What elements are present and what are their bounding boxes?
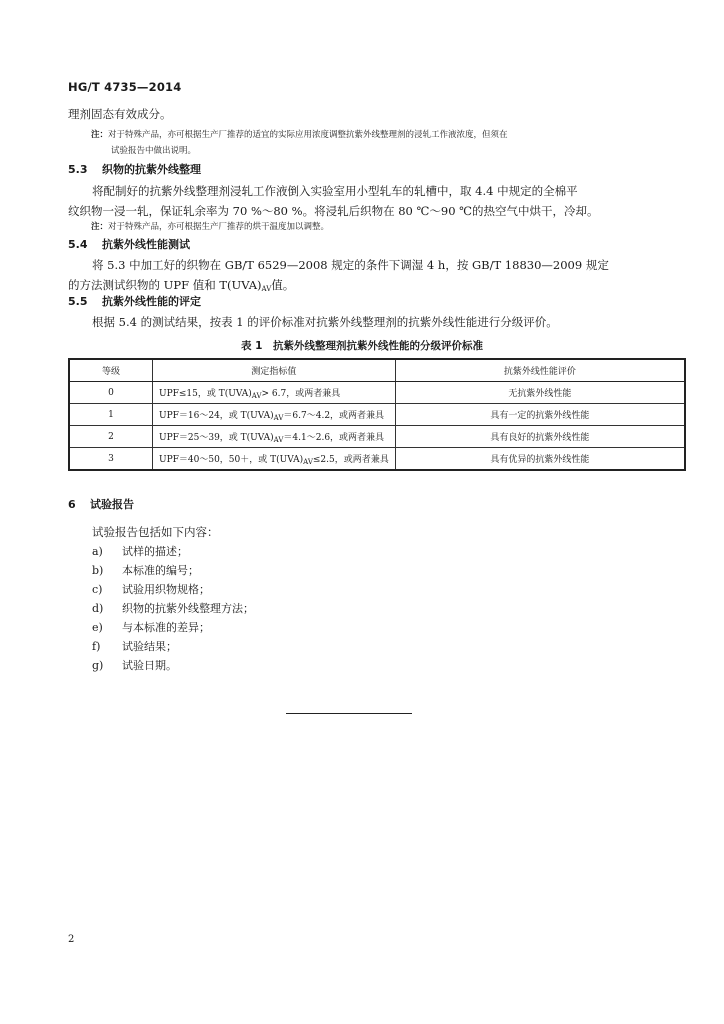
standard-code: HG/T 4735—2014 (68, 80, 182, 94)
section-5-3-line1: 将配制好的抗紫外线整理剂浸轧工作液倒入实验室用小型轧车的轧槽中，取 4.4 中规定的全棉平 (92, 184, 578, 198)
index-cell (153, 404, 396, 426)
section-5-3-heading (68, 161, 201, 179)
list-marker: g) (92, 659, 104, 672)
list-text: 本标准的编号； (122, 564, 199, 577)
end-rule (286, 713, 412, 714)
grade-table (68, 358, 686, 471)
list-item (92, 561, 199, 580)
list-text: 与本标准的差异； (122, 621, 210, 634)
header-index: 测定指标值 (153, 359, 396, 382)
index-b: ＝4.1～2.6，或两者兼具 (283, 432, 385, 443)
index-sub: AV (273, 413, 284, 422)
sec53-note-label: 注： (91, 222, 109, 232)
section-5-4-line2-a: 的方法测试织物的 UPF 值和 T(UVA) (68, 278, 262, 292)
grade-cell: 1 (69, 404, 153, 426)
table-row (69, 426, 685, 448)
list-item (92, 599, 254, 618)
index-sub: AV (251, 391, 262, 400)
list-text: 试样的描述； (122, 545, 188, 558)
list-text: 试验用织物规格； (122, 583, 210, 596)
index-sub: AV (303, 457, 313, 466)
list-text: 织物的抗紫外线整理方法； (122, 602, 254, 615)
evaluation-cell: 无抗紫外线性能 (395, 382, 685, 404)
evaluation-cell: 具有一定的抗紫外线性能 (395, 404, 685, 426)
sec53-note-text: 对于特殊产品，亦可根据生产厂推荐的烘干温度加以调整。 (108, 222, 330, 232)
grade-cell: 3 (69, 448, 153, 471)
grade-cell: 2 (69, 426, 153, 448)
section-5-5-number: 5.5 (68, 295, 88, 308)
index-b: ＝6.7～4.2，或两者兼具 (283, 410, 385, 421)
list-text: 试验日期。 (122, 659, 177, 672)
grade-cell: 0 (69, 382, 153, 404)
list-marker: b) (92, 564, 104, 577)
section-5-5-heading (68, 293, 201, 311)
table-row (69, 448, 685, 471)
section-5-4-heading (68, 236, 190, 254)
section-5-3-line2: 纹织物一浸一轧，保证轧余率为 70 %～80 %。将浸轧后织物在 80 ℃～90 ℃的热空气中烘干，冷却。 (68, 204, 599, 218)
section-5-5-line1: 根据 5.4 的测试结果，按表 1 的评价标准对抗紫外线整理剂的抗紫外线性能进行分级评价。 (92, 315, 558, 329)
sec52-note (91, 127, 508, 143)
list-marker: c) (92, 583, 103, 596)
list-item (92, 618, 210, 637)
section-5-5-title: 抗紫外线性能的评定 (102, 295, 201, 308)
header-evaluation: 抗紫外线性能评价 (395, 359, 685, 382)
section-6-number: 6 (68, 498, 76, 511)
sec52-continuation: 理剂固态有效成分。 (68, 107, 172, 121)
list-item (92, 542, 188, 561)
list-marker: e) (92, 621, 103, 634)
page-number: 2 (68, 934, 75, 945)
list-marker: a) (92, 545, 103, 558)
sec53-note (91, 219, 329, 235)
index-a: UPF＝16～24，或 T(UVA) (159, 410, 274, 421)
list-text: 试验结果； (122, 640, 177, 653)
index-b: ≤2.5，或两者兼具 (312, 454, 389, 465)
list-item (92, 656, 177, 675)
table-header-row (69, 359, 685, 382)
section-5-4-title: 抗紫外线性能测试 (102, 238, 190, 251)
list-marker: f) (92, 640, 101, 653)
table-row (69, 382, 685, 404)
index-a: UPF＝25～39，或 T(UVA) (159, 432, 274, 443)
list-marker: d) (92, 602, 104, 615)
index-a: UPF＝40～50，50＋，或 T(UVA) (159, 454, 304, 465)
evaluation-cell: 具有良好的抗紫外线性能 (395, 426, 685, 448)
header-grade: 等级 (69, 359, 153, 382)
index-cell (153, 448, 396, 471)
sec52-note-label: 注： (91, 130, 109, 140)
index-sub: AV (273, 435, 284, 444)
section-5-4-line1: 将 5.3 中加工好的织物在 GB/T 6529—2008 规定的条件下调湿 4 h，按 GB/T 18830—2009 规定 (92, 258, 609, 272)
index-a: UPF≤15，或 T(UVA) (159, 388, 252, 399)
index-cell (153, 426, 396, 448)
sec52-note-cont: 试验报告中做出说明。 (111, 146, 197, 156)
index-b: > 6.7，或两者兼具 (261, 388, 341, 399)
sec52-note-text: 对于特殊产品，亦可根据生产厂推荐的适宜的实际应用浓度调整抗紫外线整理剂的浸轧工作液浓度，但须在 (108, 130, 508, 140)
section-5-4-line2-b: 值。 (271, 278, 295, 292)
section-5-4-number: 5.4 (68, 238, 88, 251)
section-5-3-title: 织物的抗紫外线整理 (102, 163, 201, 176)
section-6-intro: 试验报告包括如下内容： (92, 525, 219, 539)
evaluation-cell: 具有优异的抗紫外线性能 (395, 448, 685, 471)
section-6-title: 试验报告 (90, 498, 134, 511)
section-5-3-number: 5.3 (68, 163, 88, 176)
index-cell (153, 382, 396, 404)
table-row (69, 404, 685, 426)
section-6-heading (68, 496, 134, 514)
section-5-4-line2-sub: AV (261, 285, 272, 293)
list-item (92, 637, 177, 656)
list-item (92, 580, 210, 599)
table-1-title: 表 1 抗紫外线整理剂抗紫外线性能的分级评价标准 (241, 340, 483, 352)
